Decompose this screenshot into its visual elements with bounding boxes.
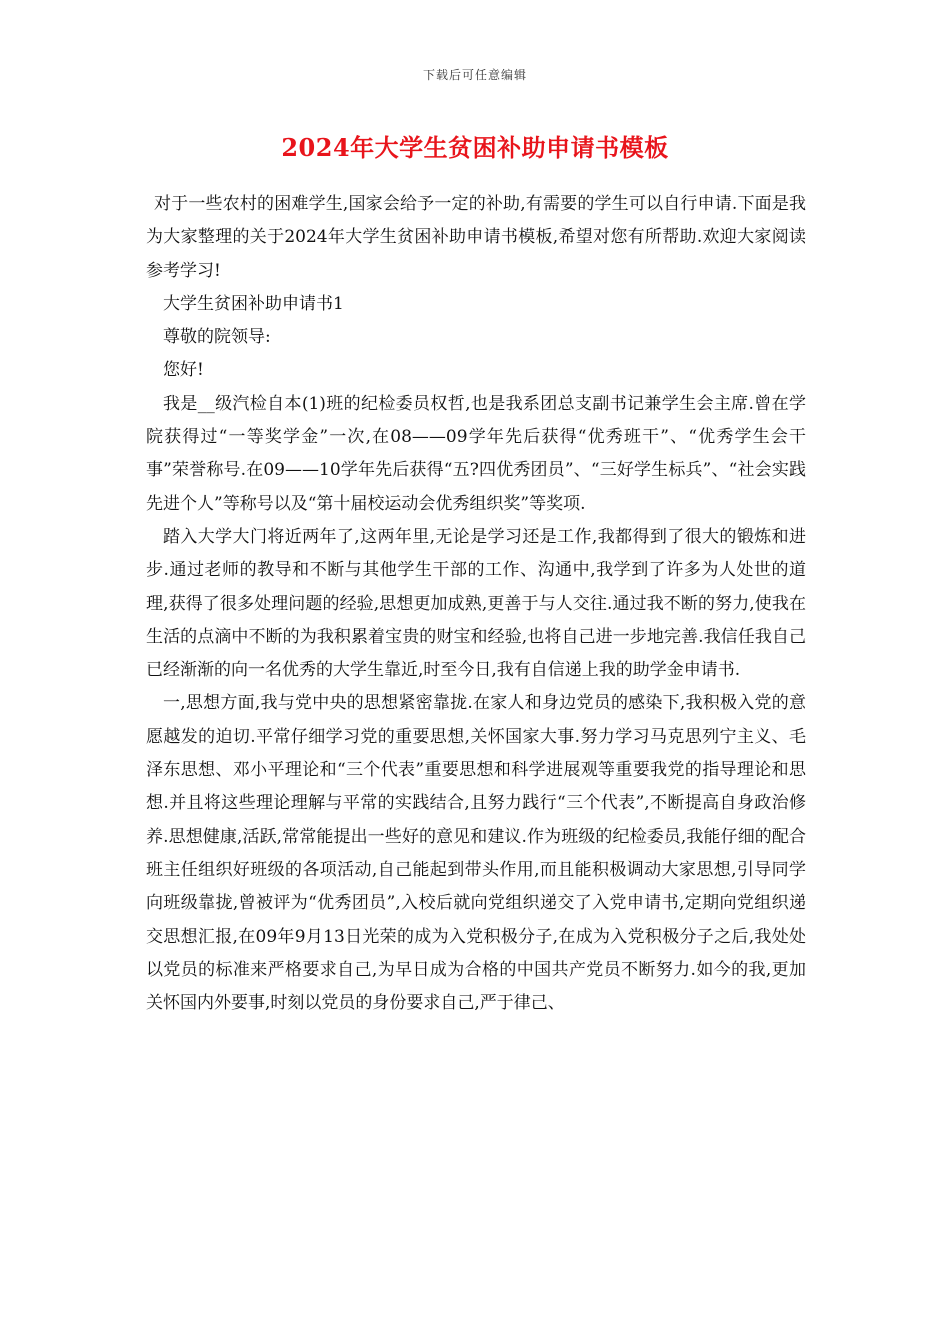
paragraph-greeting: 您好! [163,360,204,381]
document-body [146,188,806,1020]
paragraph-ideology: 一,思想方面,我与党中央的思想紧密靠拢.在家人和身边党员的感染下,我积极入党的意愿越发的迫切.平常仔细学习党的重要思想,关怀国家大事.努力学习马克思列宁主义、毛泽东思想、邓小平理论和“三个代表”重要思想和科学进展观等重要我党的指导理论和思想.并且将这些理论理解与平常的实践结合,且努力践行“三个代表”,不断提高自身政治修养.思想健康,活跃,常常能提出一些好的意见和建议.作为班级的纪检委员,我能仔细的配合班主任组织好班级的各项活动,自己能起到带头作用,而且能积极调动大家思想,引导同学向班级靠拢,曾被评为“优秀团员”,入校后就向党组织递交了入党申请书,定期向党组织递交思想汇报,在09年9月13日光荣的成为入党积极分子,在成为入党积极分子之后,我处处以党员的标准来严格要求自己,为早日成为合格的中国共产党员不断努力.如今的我,更加关怀国内外要事,时刻以党员的身份要求自己,严于律己、 [146,693,806,1014]
document-title: 2024年大学生贫困补助申请书模板 [281,133,669,162]
paragraph-salutation: 尊敬的院领导: [163,327,271,348]
paragraph-experience: 踏入大学大门将近两年了,这两年里,无论是学习还是工作,我都得到了很大的锻炼和进步.通过老师的教导和不断与其他学生干部的工作、沟通中,我学到了许多为人处世的道理,获得了很多处理问题的经验,思想更加成熟,更善于与人交往.通过我不断的努力,使我在生活的点滴中不断的为我积累着宝贵的财宝和经验,也将自己进一步地完善.我信任我自己已经渐渐的向一名优秀的大学生靠近,时至今日,我有自信递上我的助学金申请书. [146,526,806,681]
paragraph-subtitle: 大学生贫困补助申请书1 [163,293,344,314]
paragraph-self-intro: 我是__级汽检自本(1)班的纪检委员权哲,也是我系团总支副书记兼学生会主席.曾在学院获得过“一等奖学金”一次,在08——09学年先后获得“优秀班干”、“优秀学生会干事”荣誉称号.在09——10学年先后获得“五?四优秀团员”、“三好学生标兵”、“社会实践先进个人”等称号以及“第十届校运动会优秀组织奖”等奖项. [146,393,806,514]
header-note: 下载后可任意编辑 [422,68,527,82]
paragraph-intro: 对于一些农村的困难学生,国家会给予一定的补助,有需要的学生可以自行申请.下面是我为大家整理的关于2024年大学生贫困补助申请书模板,希望对您有所帮助.欢迎大家阅读参考学习! [146,194,806,281]
